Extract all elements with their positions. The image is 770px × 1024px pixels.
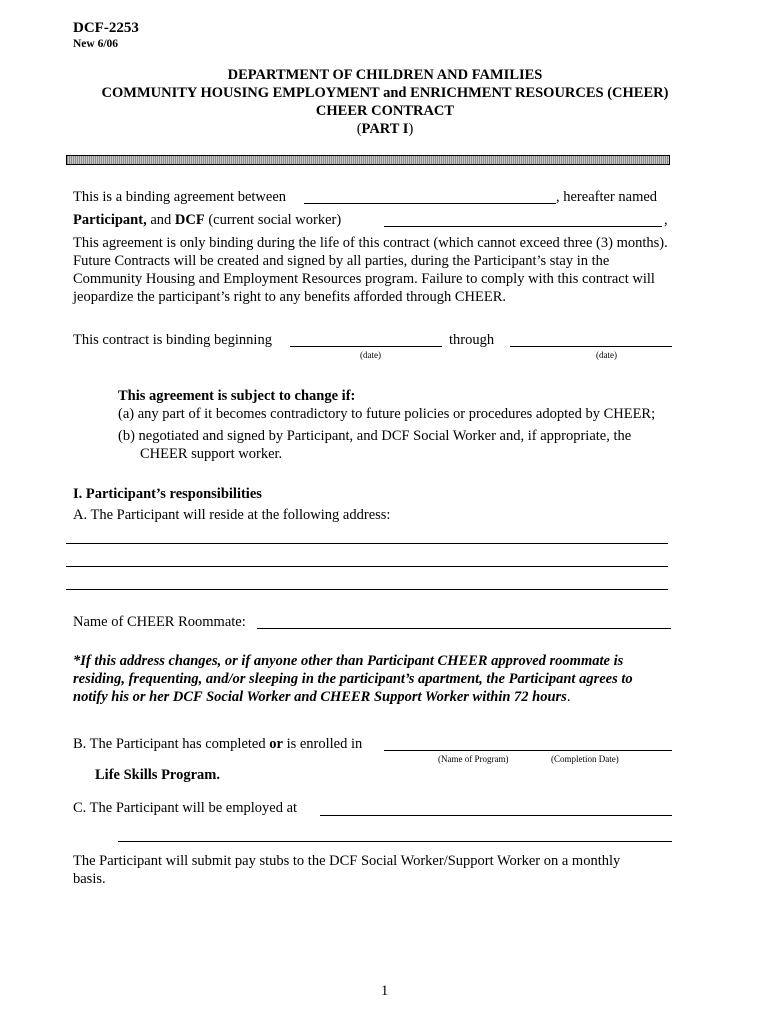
start-date-line[interactable] [290,346,442,347]
completion-caption: (Completion Date) [551,754,619,764]
form-revision: New 6/06 [73,38,119,50]
end-date-caption: (date) [596,350,617,360]
employer-line-2[interactable] [118,841,672,842]
social-worker-line[interactable] [384,226,662,227]
change-item-b-cont: CHEER support worker. [140,446,283,462]
employer-line-1[interactable] [320,815,672,816]
separator-bar [66,155,670,165]
page-number: 1 [381,983,389,999]
agreement-para-3: Community Housing and Employment Resources program. Failure to comply with this contract will [73,271,655,287]
form-id: DCF-2253 [73,20,139,36]
item-a-address: A. The Participant will reside at the following address: [73,507,391,523]
binding-beginning-label: This contract is binding beginning [73,332,272,348]
end-date-line[interactable] [510,346,672,347]
roommate-label: Name of CHEER Roommate: [73,614,246,630]
change-item-a: (a) any part of it becomes contradictory to future policies or procedures adopted by CHEER; [118,406,656,422]
department-title: DEPARTMENT OF CHILDREN AND FAMILIES [227,67,543,83]
notice-line-1: *If this address changes, or if anyone other than Participant CHEER approved roommate is [73,653,624,669]
life-skills-label: Life Skills Program. [95,767,220,783]
comma: , [664,212,668,228]
item-c-employer: C. The Participant will be employed at [73,800,298,816]
start-date-caption: (date) [360,350,381,360]
notice-line-2: residing, frequenting, and/or sleeping in the participant’s apartment, the Participant agrees to [73,671,633,687]
change-heading: This agreement is subject to change if: [118,388,356,404]
agreement-para-1: This agreement is only binding during the life of this contract (which cannot exceed three (3) months). [73,235,668,251]
through-label: through [449,332,495,348]
address-line-3[interactable] [66,589,668,590]
address-line-2[interactable] [66,566,668,567]
notice-line-3: notify his or her DCF Social Worker and CHEER Support Worker within 72 hours. [73,689,571,705]
participant-dcf-label: Participant, and DCF (current social worker) [73,212,342,228]
agreement-para-4: jeopardize the participant’s right to any benefits afforded through CHEER. [73,289,506,305]
program-caption: (Name of Program) [438,754,509,764]
program-title: COMMUNITY HOUSING EMPLOYMENT and ENRICHMENT RESOURCES (CHEER) [101,85,669,101]
roommate-line[interactable] [257,628,671,629]
address-line-1[interactable] [66,543,668,544]
contract-title: CHEER CONTRACT [315,103,455,119]
hereafter-named: , hereafter named [556,189,658,205]
participant-name-line[interactable] [304,203,556,204]
part-label: (PART I) [356,121,414,137]
responsibilities-heading: I. Participant’s responsibilities [73,486,262,502]
agreement-intro: This is a binding agreement between [73,189,287,205]
paystubs-line-1: The Participant will submit pay stubs to the DCF Social Worker/Support Worker on a monthly [73,853,621,869]
change-item-b: (b) negotiated and signed by Participant, and DCF Social Worker and, if appropriate, the [118,428,632,444]
program-line[interactable] [384,750,672,751]
agreement-para-2: Future Contracts will be created and signed by all parties, during the Participant’s stay in the [73,253,610,269]
item-b-program: B. The Participant has completed or is enrolled in [73,736,363,752]
paystubs-line-2: basis. [73,871,106,887]
